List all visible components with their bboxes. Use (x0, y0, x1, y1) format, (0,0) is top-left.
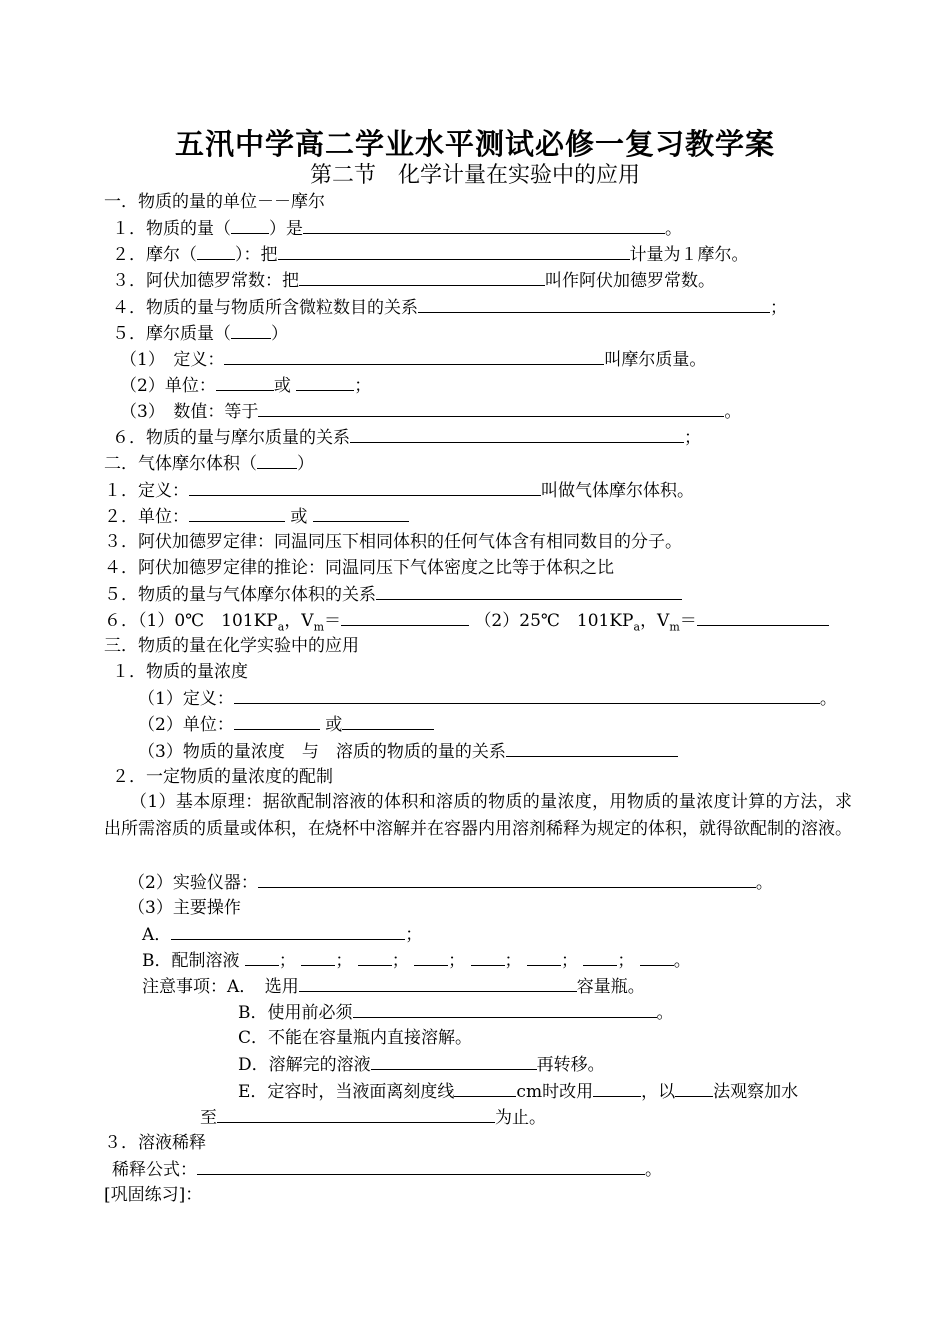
s3-dilution-formula: 稀释公式： 。 (112, 1160, 662, 1180)
s3-note-b: B．使用前必须 。 (238, 1003, 674, 1023)
s2-line-3: ３．阿伏加德罗定律：同温同压下相同体积的任何气体含有相同数目的分子。 (104, 532, 682, 552)
s3-note-e: E．定容时，当液面离刻度线 cm时改用 ，以 法观察加水 (238, 1082, 799, 1102)
s1-line-6: （1） 定义： 叫摩尔质量。 (120, 350, 707, 370)
s3-note-c: C．不能在容量瓶内直接溶解。 (238, 1028, 473, 1048)
s3-item-1: １．物质的量浓度 (112, 662, 248, 682)
section-3-heading: 三．物质的量在化学实验中的应用 (104, 636, 359, 656)
s2-line-6: ６．（1）0℃ $101KP_a$，$V_m=$ （2）25℃ $101KP_a$，$V_m=$ (104, 609, 829, 638)
s3-note-e-cont: 至 为止。 (200, 1108, 546, 1128)
s2-line-4: ４．阿伏加德罗定律的推论：同温同压下气体密度之比等于体积之比 (104, 558, 614, 578)
s3-note-a: 注意事项：A． 选用 容量瓶。 (142, 977, 645, 997)
s3-principle-paragraph: （1）基本原理：据欲配制溶液的体积和溶质的物质的量浓度，用物质的量浓度计算的方法，求出所需溶质的质量或体积，在烧杯中溶解并在容器内用溶剂稀释为规定的体积，就得欲配制的溶液。 (104, 792, 852, 839)
s1-line-1: １．物质的量（ ）是 。 (112, 219, 682, 239)
s2-line-1: １．定义： 叫做气体摩尔体积。 (104, 481, 694, 501)
s1-line-3: ３．阿伏加德罗常数：把 叫作阿伏加德罗常数。 (112, 271, 715, 291)
s3-item-1a: （1）定义： 。 (138, 689, 837, 709)
section-subtitle: 第二节 化学计量在实验中的应用 (309, 163, 640, 188)
s1-line-4: ４．物质的量与物质所含微粒数目的关系 ； (112, 298, 787, 318)
section-1-heading: 一．物质的量的单位－－摩尔 (104, 192, 325, 212)
practice-heading: [巩固练习]： (104, 1185, 203, 1205)
s3-item-1c: （3）物质的量浓度 与 溶质的物质的量的关系 (138, 740, 678, 763)
s1-line-8: （3） 数值：等于 。 (120, 402, 742, 422)
s3-item-1b: （2）单位： 或 (138, 713, 434, 736)
s3-op-b: B．配制溶液 ； ； ； ； ； ； ； 。 (142, 951, 691, 971)
s3-main-ops: （3）主要操作 (128, 898, 241, 918)
s3-note-d: D．溶解完的溶液 再转移。 (238, 1055, 605, 1075)
s1-line-5: ５．摩尔质量（ ） (112, 324, 288, 344)
section-2-heading: 二．气体摩尔体积（ ） (104, 454, 314, 474)
document-title: 五汛中学高二学业水平测试必修一复习教学案 (174, 127, 775, 161)
s1-line-2: ２．摩尔（ ）：把 计量为１摩尔。 (112, 245, 749, 265)
s1-line-9: ６．物质的量与摩尔质量的关系 ； (112, 428, 701, 448)
s1-line-7: （2）单位： 或 ； (120, 376, 372, 396)
s3-item-2: ２．一定物质的量浓度的配制 (112, 767, 333, 787)
s2-line-5: ５．物质的量与气体摩尔体积的关系 (104, 583, 682, 606)
s3-instruments: （2）实验仪器： 。 (128, 873, 773, 893)
s2-line-2: ２．单位： 或 (104, 505, 409, 528)
s3-op-a: A． ； (142, 925, 423, 945)
s3-item-3: ３．溶液稀释 (104, 1133, 206, 1153)
